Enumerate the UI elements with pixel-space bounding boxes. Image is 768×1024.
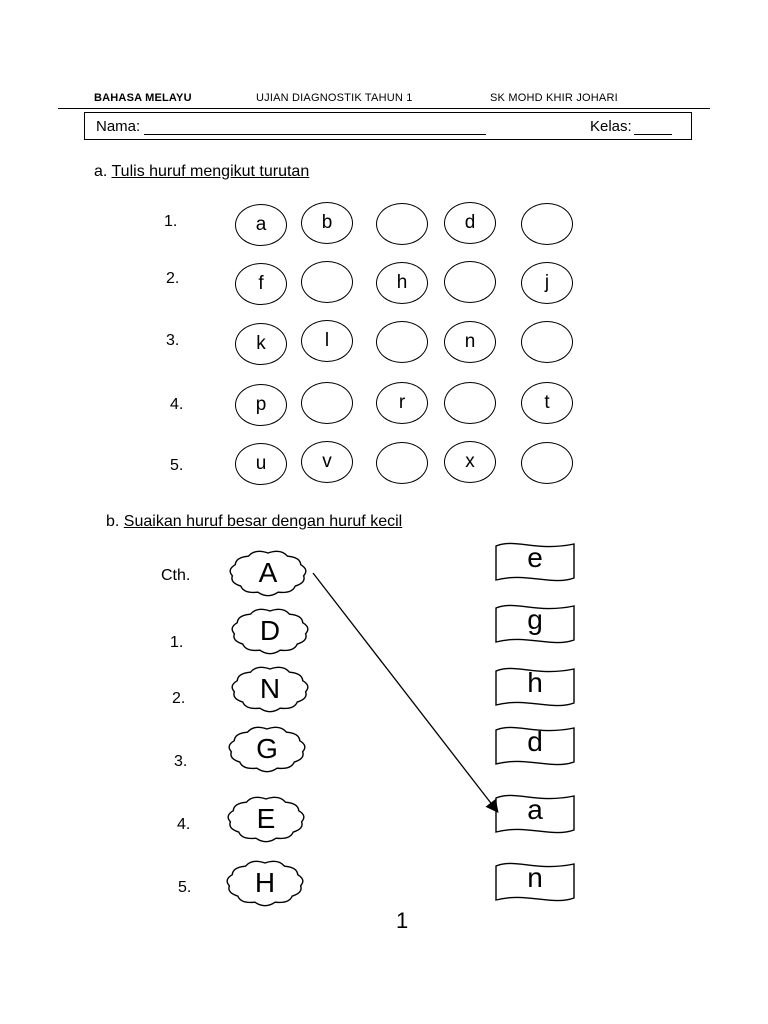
row-number: 2. [172,690,186,707]
section-a-prefix: a. [94,163,108,180]
section-b-heading: Suaikan huruf besar dengan huruf kecil [123,513,403,530]
letter-oval: l [301,320,353,362]
letter-oval: h [376,262,428,304]
letter-oval: a [235,204,287,246]
uppercase-letter: D [259,615,281,646]
letter-oval: f [235,263,287,305]
letter-oval: p [235,384,287,426]
uppercase-letter: A [258,557,278,588]
letter-oval: j [521,262,573,304]
header-exam: UJIAN DIAGNOSTIK TAHUN 1 [256,92,413,104]
uppercase-letter: H [254,867,276,898]
row-number: 4. [177,816,191,833]
letter-oval: k [235,323,287,365]
lowercase-letter: n [527,862,543,893]
letter-oval: u [235,443,287,485]
class-label: Kelas: [590,118,632,135]
arrow-line [313,573,497,811]
page-number: 1 [396,908,409,933]
name-label: Nama: [96,118,141,135]
letter-oval: t [521,382,573,424]
header-school: SK MOHD KHIR JOHARI [490,92,618,104]
letter-oval: d [444,202,496,244]
row-number: 3. [166,332,180,349]
lowercase-letter: d [527,726,543,757]
letter-oval: r [376,382,428,424]
letter-oval: b [301,202,353,244]
letter-oval: n [444,321,496,363]
uppercase-letter: G [256,733,278,764]
row-number: 1. [164,213,178,230]
section-b-prefix: b. [106,513,120,530]
letter-oval: x [444,441,496,483]
header-subject: BAHASA MELAYU [94,92,192,104]
uppercase-letter: N [259,673,281,704]
lowercase-letter: g [527,604,543,635]
row-number: 5. [170,457,184,474]
row-number: 2. [166,270,180,287]
section-a-heading: Tulis huruf mengikut turutan [111,163,310,180]
row-number: 4. [170,396,184,413]
lowercase-letter: h [527,667,543,698]
row-number: 1. [170,634,184,651]
uppercase-letter: E [256,803,276,834]
example-label: Cth. [161,567,191,584]
row-number: 3. [174,753,188,770]
lowercase-letter: e [527,542,543,573]
row-number: 5. [178,879,192,896]
lowercase-letter: a [527,794,543,825]
letter-oval: v [301,441,353,483]
